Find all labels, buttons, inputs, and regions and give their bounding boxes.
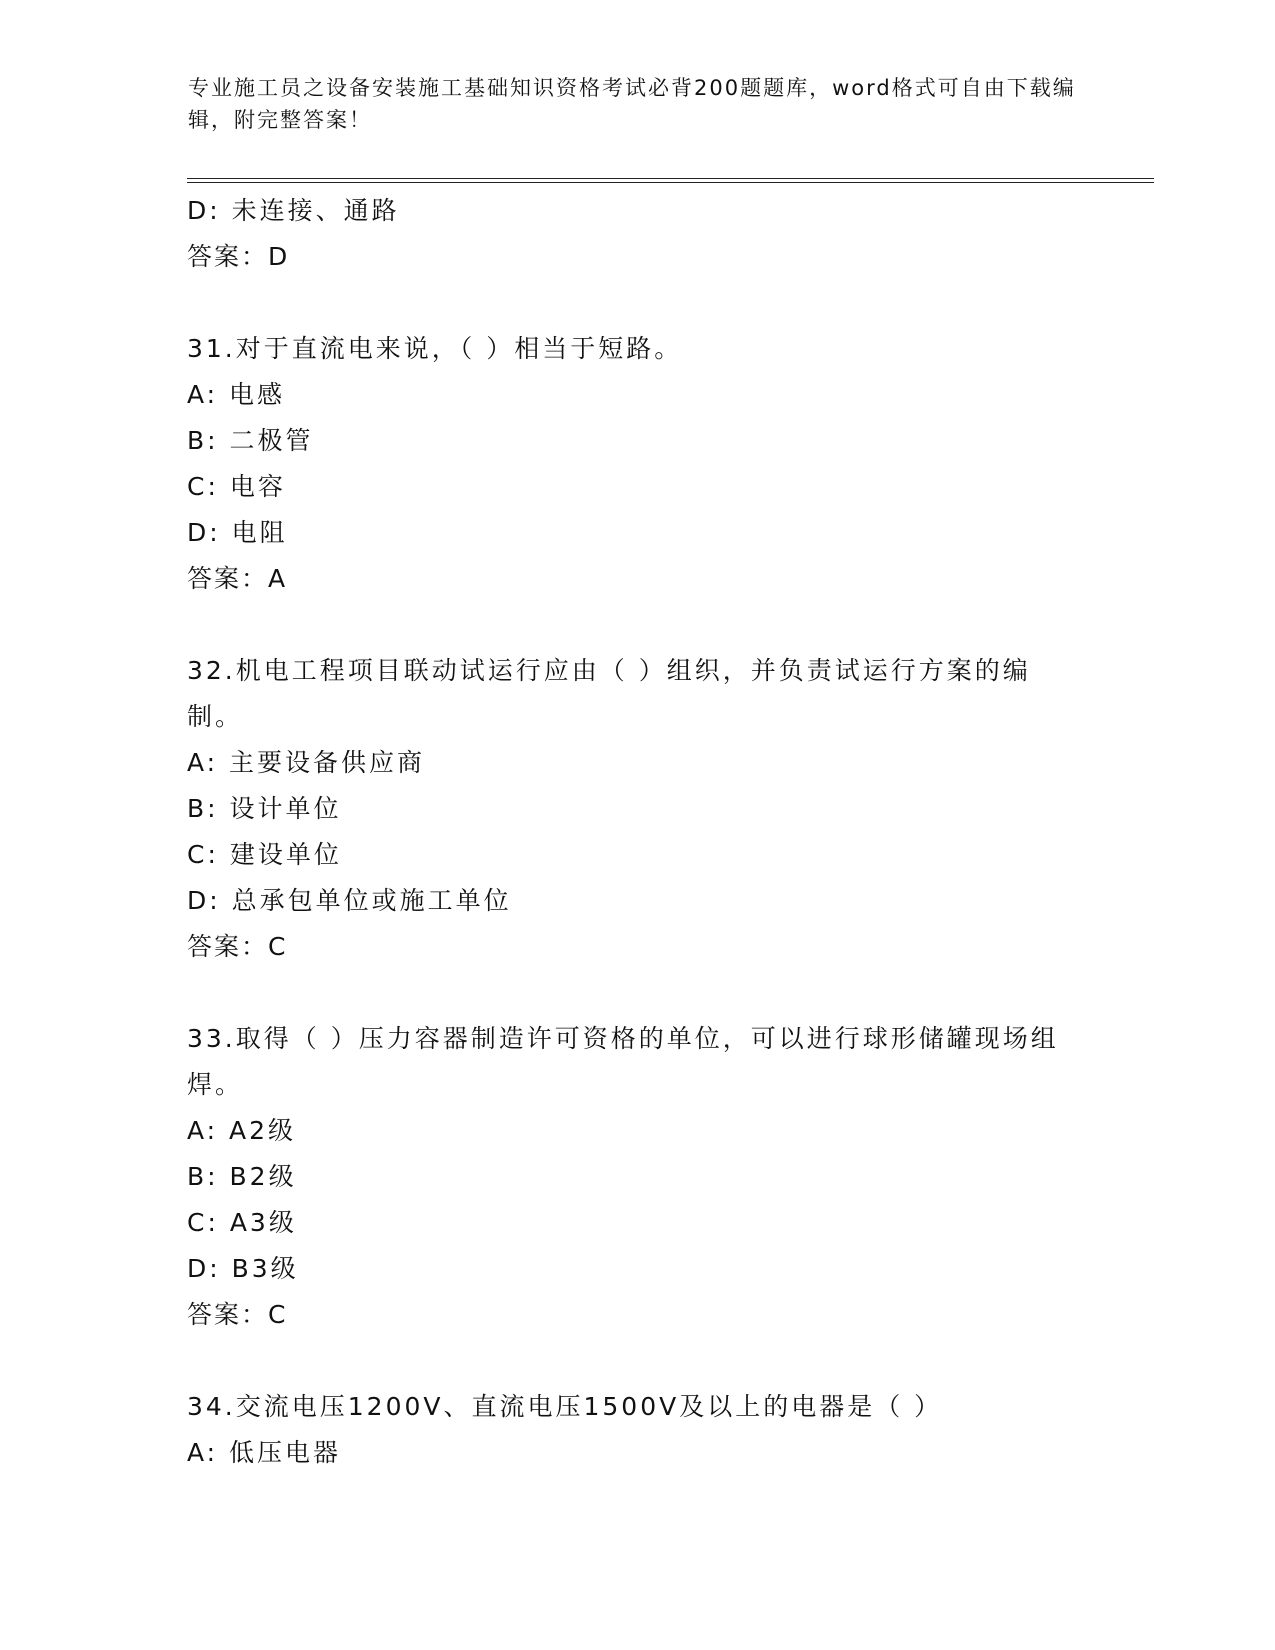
spacer [187, 970, 1147, 1016]
option-d: D: 总承包单位或施工单位 [187, 886, 512, 915]
spacer [187, 280, 1147, 326]
option-a: A: 低压电器 [187, 1438, 342, 1467]
option-b: B: 设计单位 [187, 794, 342, 823]
question-stem: 31.对于直流电来说，（ ）相当于短路。 [187, 334, 683, 363]
prev-answer: 答案：D [187, 242, 290, 271]
spacer [187, 1338, 1147, 1384]
answer: 答案：C [187, 1300, 288, 1329]
question-31 [187, 326, 1147, 602]
option-c: C: 建设单位 [187, 840, 342, 869]
option-a: A: 电感 [187, 380, 286, 409]
question-stem: 32.机电工程项目联动试运行应由（ ）组织，并负责试运行方案的编制。 [187, 656, 1031, 731]
question-33 [187, 1016, 1147, 1338]
option-a: A: A2级 [187, 1116, 297, 1145]
option-b: B: B2级 [187, 1162, 297, 1191]
question-32 [187, 648, 1147, 970]
spacer [187, 602, 1147, 648]
prev-option-d: D: 未连接、通路 [187, 196, 400, 225]
document-header: 专业施工员之设备安装施工基础知识资格考试必背200题题库，word格式可自由下载编辑，附完整答案！ [188, 76, 1076, 132]
option-d: D: 电阻 [187, 518, 288, 547]
question-34 [187, 1384, 1147, 1476]
question-stem: 33.取得（ ）压力容器制造许可资格的单位，可以进行球形储罐现场组焊。 [187, 1024, 1059, 1099]
header-rule-bottom [187, 182, 1154, 183]
question-list [187, 188, 1147, 1476]
option-c: C: A3级 [187, 1208, 297, 1237]
option-a: A: 主要设备供应商 [187, 748, 426, 777]
option-c: C: 电容 [187, 472, 286, 501]
answer: 答案：C [187, 932, 288, 961]
option-d: D: B3级 [187, 1254, 299, 1283]
option-b: B: 二极管 [187, 426, 314, 455]
question-stem: 34.交流电压1200V、直流电压1500V及以上的电器是（ ） [187, 1392, 943, 1421]
header-rule-top [187, 178, 1154, 179]
answer: 答案：A [187, 564, 288, 593]
